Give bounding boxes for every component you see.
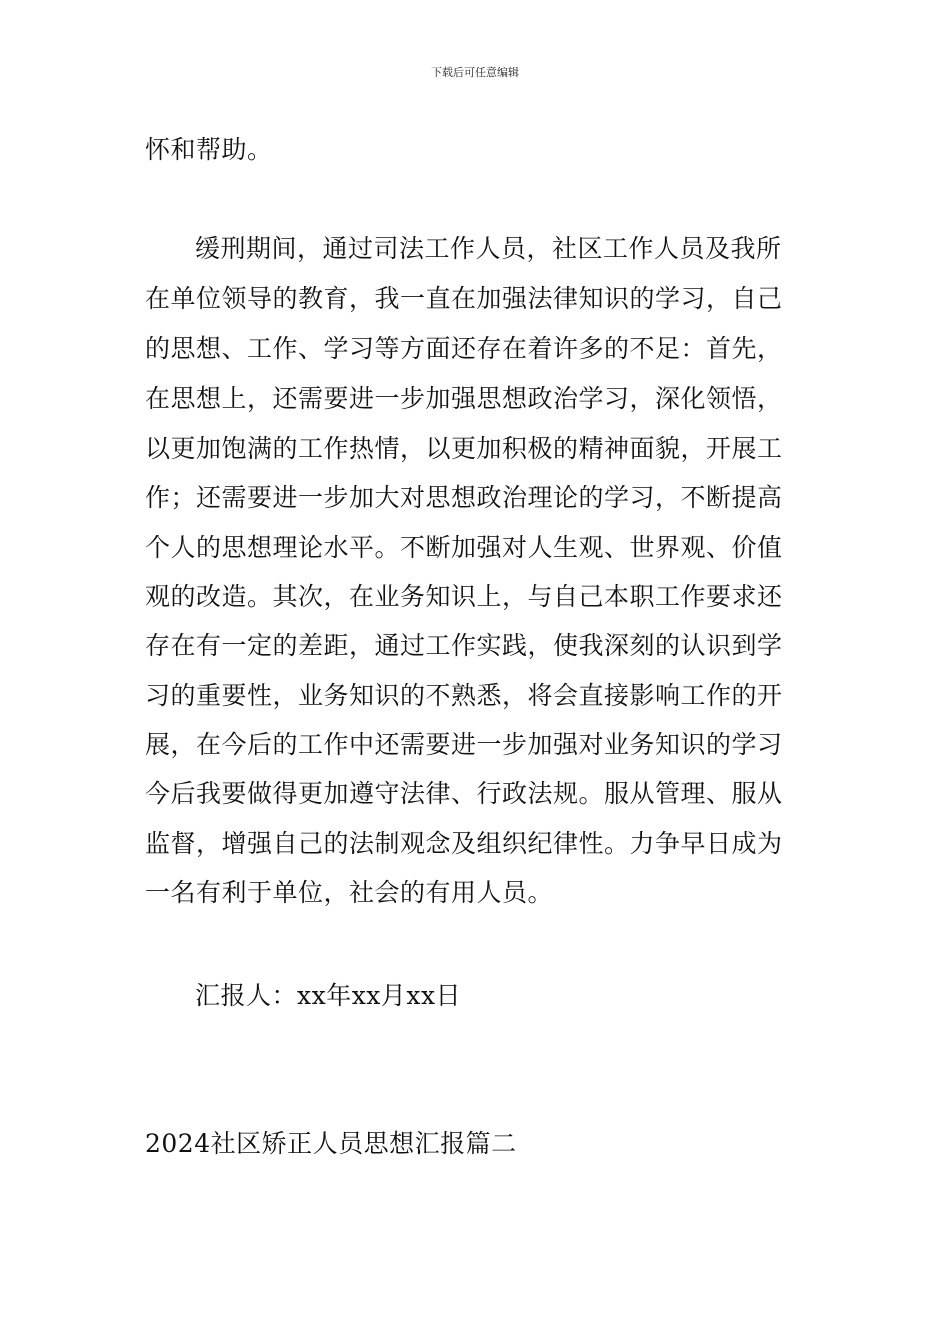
- paragraph-line: 以更加饱满的工作热情，以更加积极的精神面貌，开展工: [145, 434, 783, 463]
- paragraph-line: 监督，增强自己的法制观念及组织纪律性。力争早日成为: [145, 829, 783, 858]
- paragraph-line: 缓刑期间，通过司法工作人员，社区工作人员及我所: [195, 234, 782, 263]
- section-heading: 2024社区矫正人员思想汇报篇二: [145, 1129, 517, 1158]
- paragraph-line: 个人的思想理论水平。不断加强对人生观、世界观、价值: [145, 533, 783, 562]
- signature-line: 汇报人：xx年xx月xx日: [195, 981, 462, 1010]
- paragraph-line: 的思想、工作、学习等方面还存在着许多的不足：首先，: [145, 334, 783, 363]
- header-note: 下载后可任意编辑: [431, 66, 519, 79]
- paragraph-line: 存在有一定的差距，通过工作实践，使我深刻的认识到学: [145, 631, 783, 660]
- paragraph-line: 在思想上，还需要进一步加强思想政治学习，深化领悟，: [145, 384, 783, 413]
- paragraph-line: 在单位领导的教育，我一直在加强法律知识的学习，自己: [145, 284, 783, 313]
- paragraph-line: 展，在今后的工作中还需要进一步加强对业务知识的学习: [145, 730, 783, 759]
- paragraph-line: 一名有利于单位，社会的有用人员。: [145, 878, 554, 907]
- paragraph-line: 观的改造。其次，在业务知识上，与自己本职工作要求还: [145, 582, 783, 611]
- paragraph-line: 习的重要性，业务知识的不熟悉，将会直接影响工作的开: [145, 681, 783, 710]
- paragraph-line: 今后我要做得更加遵守法律、行政法规。服从管理、服从: [145, 779, 783, 808]
- paragraph-line: 作；还需要进一步加大对思想政治理论的学习，不断提高: [145, 483, 783, 512]
- fragment-line: 怀和帮助。: [145, 135, 273, 164]
